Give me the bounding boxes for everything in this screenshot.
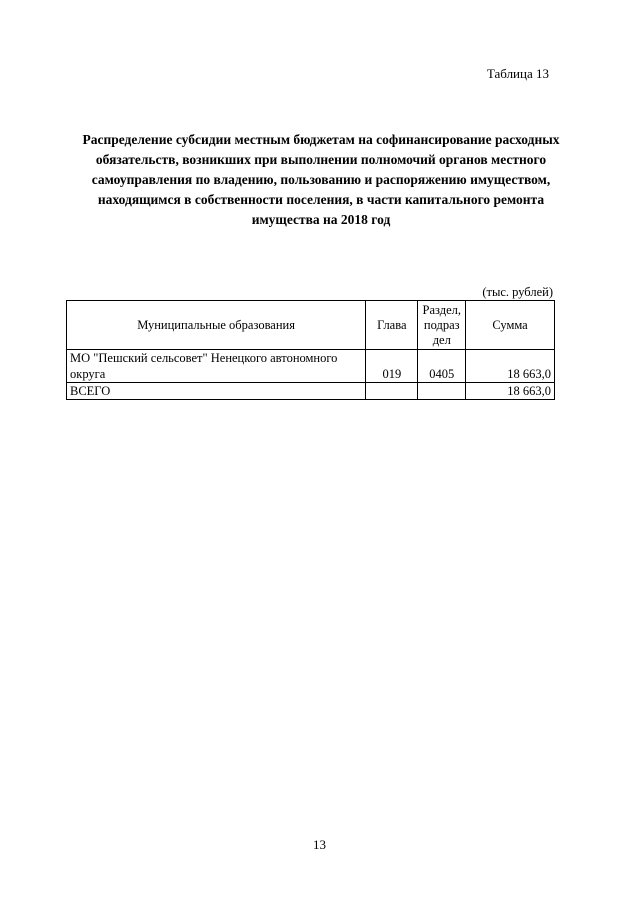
total-section-empty <box>418 383 466 400</box>
table-number: Таблица 13 <box>486 66 549 81</box>
document-title: Распределение субсидии местным бюджетам на софинансирование расходных обязательств, возникших при выполнении полномочий органов местного самоуправления по владению, пользованию и распоряжению имуществом, находящимся в собственности поселения, в части капитального ремонта имущества на 2018 год <box>82 132 560 227</box>
header-sum: Сумма <box>466 301 555 350</box>
row-section: 0405 <box>418 350 466 383</box>
table-header-row <box>67 301 555 350</box>
total-row <box>67 383 555 400</box>
page-number: 13 <box>313 837 326 852</box>
header-municipalities: Муниципальные образования <box>67 301 366 350</box>
units-label: (тыс. рублей) <box>482 285 553 299</box>
header-section: Раздел, подраз дел <box>418 301 466 350</box>
table-row <box>67 350 555 383</box>
row-municipality: МО "Пешский сельсовет" Ненецкого автономного округа <box>67 350 366 383</box>
row-sum: 18 663,0 <box>466 350 555 383</box>
row-chapter: 019 <box>366 350 418 383</box>
total-sum: 18 663,0 <box>466 383 555 400</box>
subsidy-table <box>66 300 555 400</box>
total-chapter-empty <box>366 383 418 400</box>
total-label: ВСЕГО <box>67 383 366 400</box>
header-chapter: Глава <box>366 301 418 350</box>
